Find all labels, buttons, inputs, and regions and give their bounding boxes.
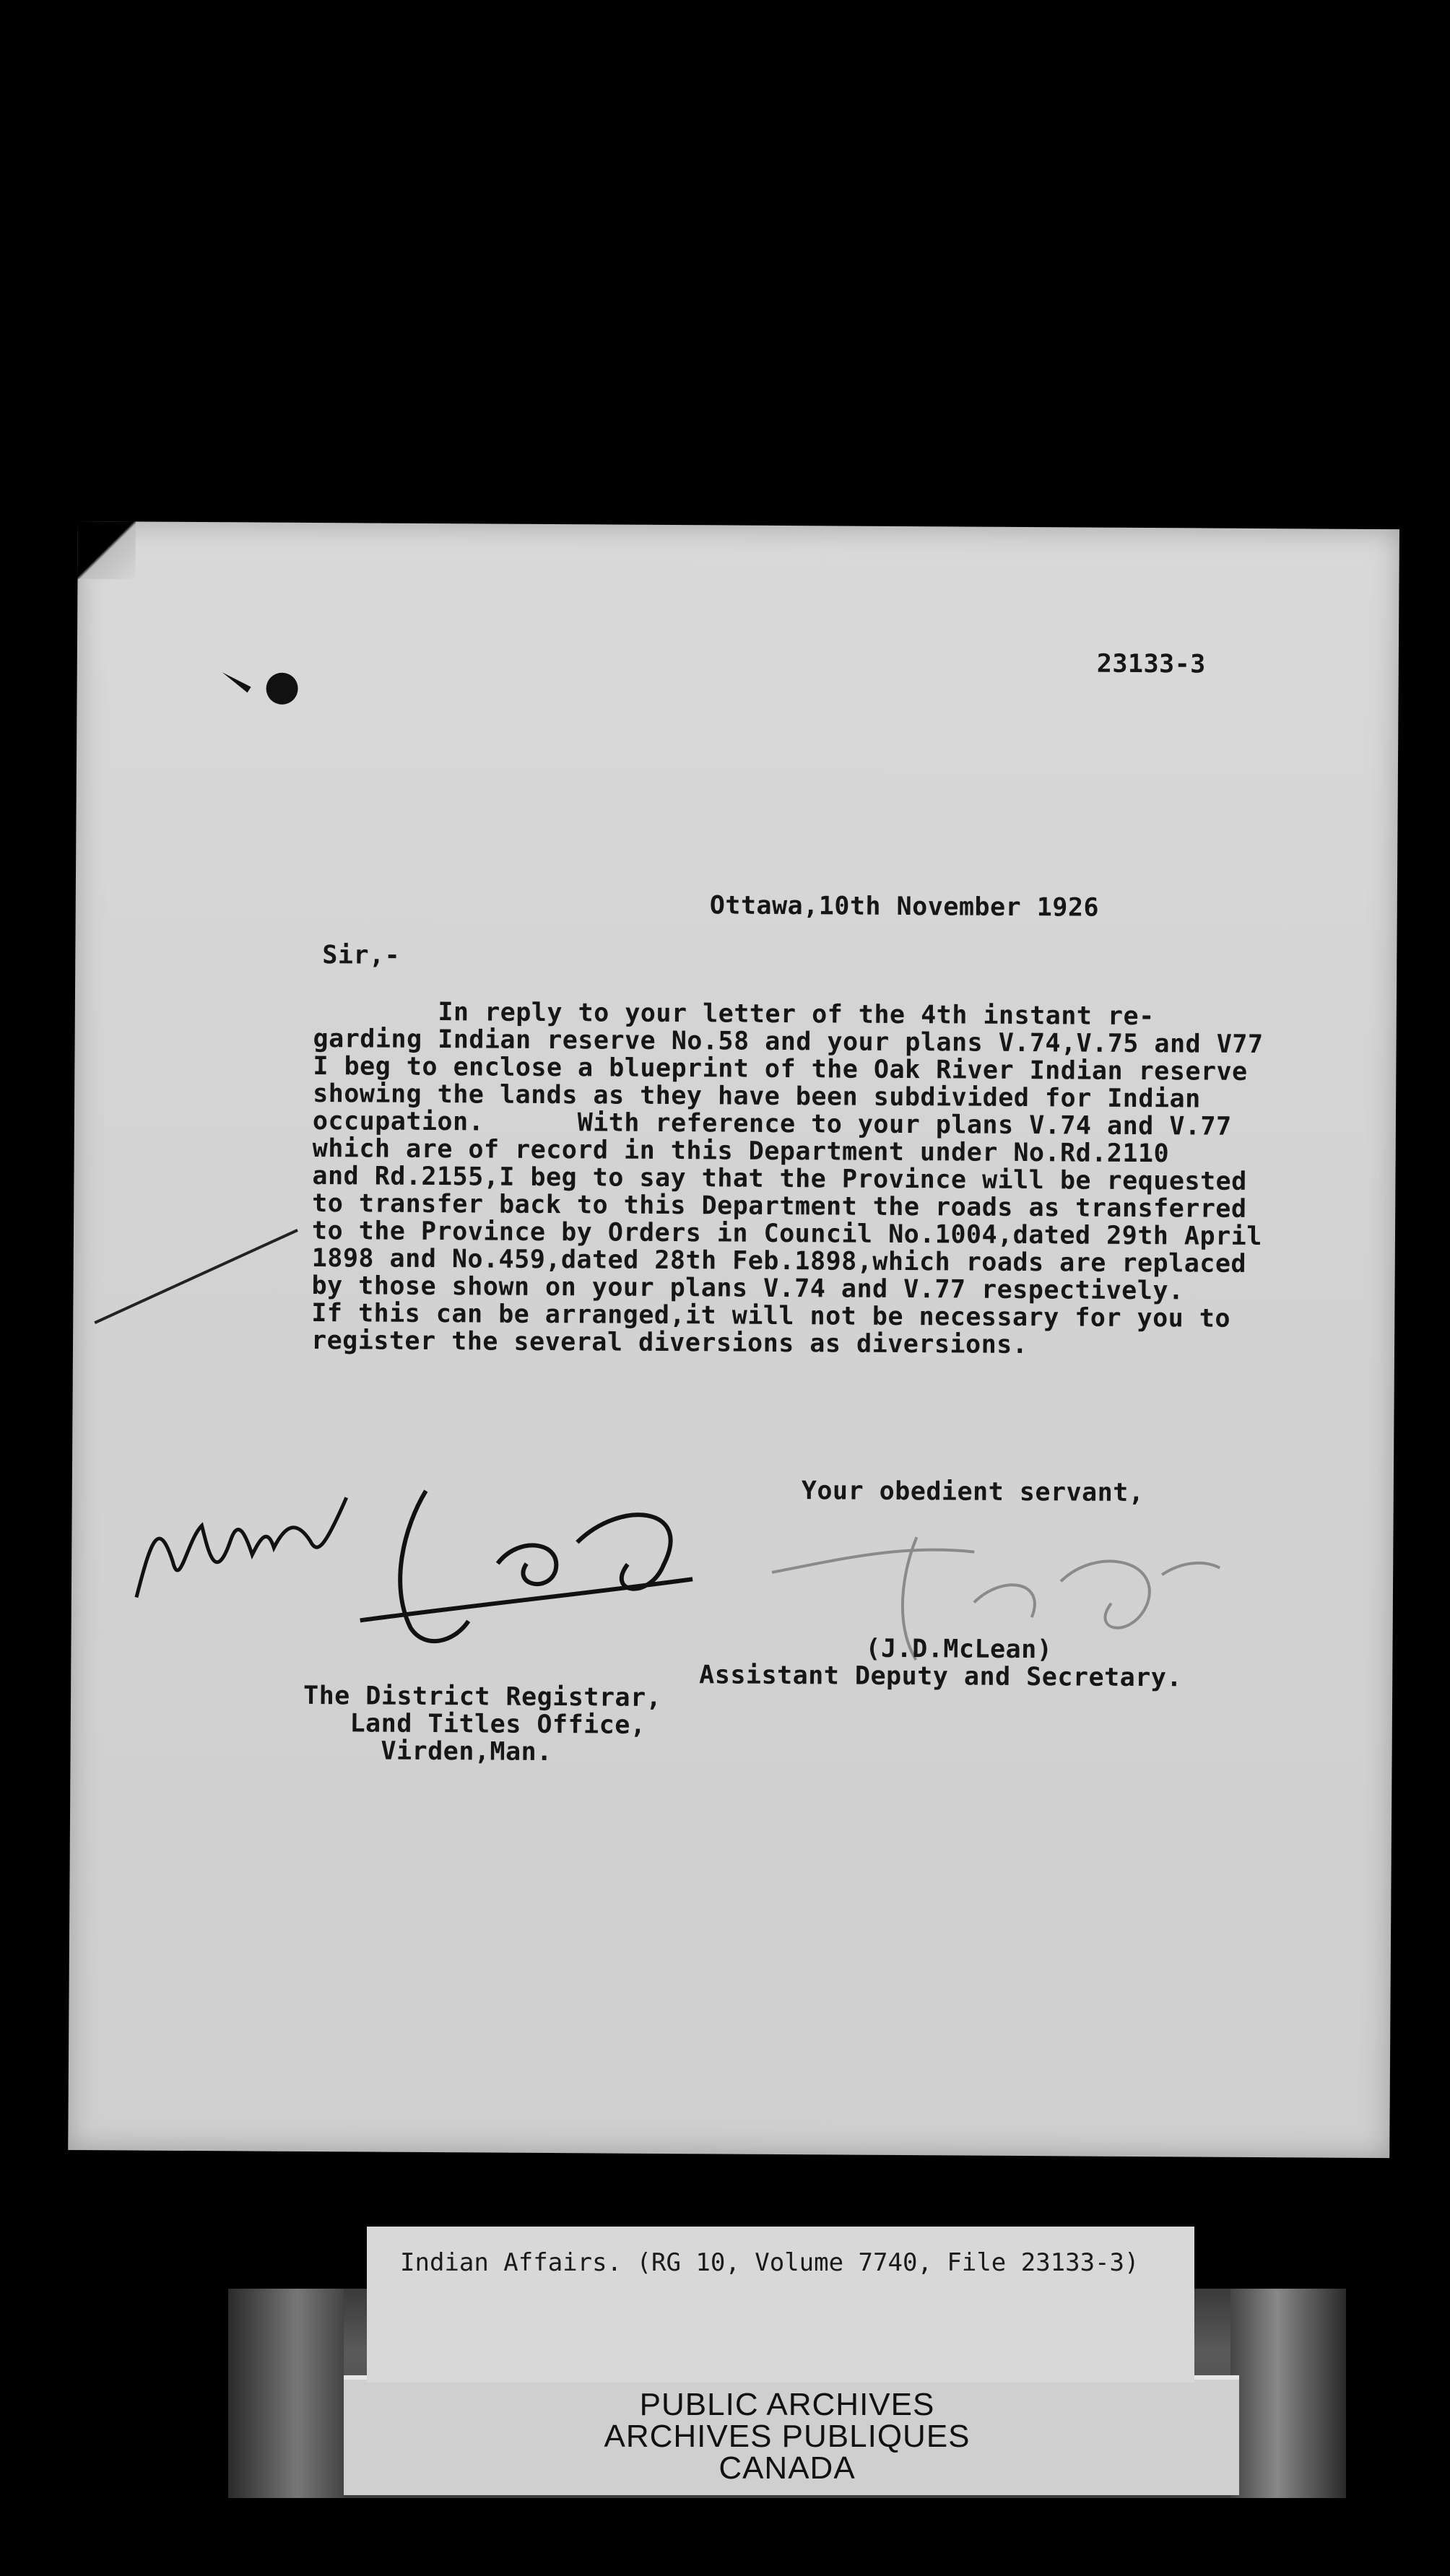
letter-date: Ottawa,10th November 1926 [709,891,1100,923]
closing: Your obedient servant, [801,1476,1145,1508]
letter-page [68,521,1399,2158]
address-line: Virden,Man. [303,1736,552,1767]
address-line: The District Registrar, [303,1681,662,1713]
archive-label-line: ARCHIVES PUBLIQUES [604,2419,971,2454]
signatory-title: Assistant Deputy and Secretary. [699,1661,1183,1693]
ink-mark-icon [218,665,305,709]
body-line: register the several diversions as diversions. [311,1326,1028,1360]
address-line: Land Titles Office, [303,1708,646,1740]
body-line: I beg to enclose a blueprint of the Oak River Indian reserve [313,1052,1248,1087]
archive-label-line: PUBLIC ARCHIVES [639,2387,935,2422]
body-line: and Rd.2155,I beg to say that the Province will be requested [312,1161,1247,1196]
body-line: to the Province by Orders in Council No.1004,dated 29th April [311,1216,1262,1252]
folded-corner [78,521,136,579]
body-line: occupation. With reference to your plans V.74 and V.77 [312,1107,1232,1141]
body-line: If this can be arranged,it will not be necessary for you to [311,1298,1231,1333]
body-line: In reply to your letter of the 4th instant re- [313,997,1155,1032]
body-line: to transfer back to this Department the roads as transferred [312,1188,1247,1224]
body-line: showing the lands as they have been subdivided for Indian [313,1079,1201,1114]
citation-card [367,2227,1194,2383]
handwritten-signature [316,1461,765,1681]
citation-text: Indian Affairs. (RG 10, Volume 7740, File 23133-3) [400,2248,1139,2277]
body-line: which are of record in this Department under No.Rd.2110 [312,1134,1170,1169]
body-line: 1898 and No.459,dated 28th Feb.1898,which roads are replaced [311,1243,1247,1279]
margin-pen-stroke [87,1214,305,1331]
signatory-name: (J.D.McLean) [865,1634,1053,1665]
body-line: by those shown on your plans V.74 and V.77 respectively. [311,1271,1184,1306]
body-line: garding Indian reserve No.58 and your plans V.74,V.75 and V77 [313,1024,1264,1060]
file-number: 23133-3 [1096,649,1206,679]
archive-label-line: CANADA [719,2450,856,2486]
salutation: Sir,- [322,941,401,970]
